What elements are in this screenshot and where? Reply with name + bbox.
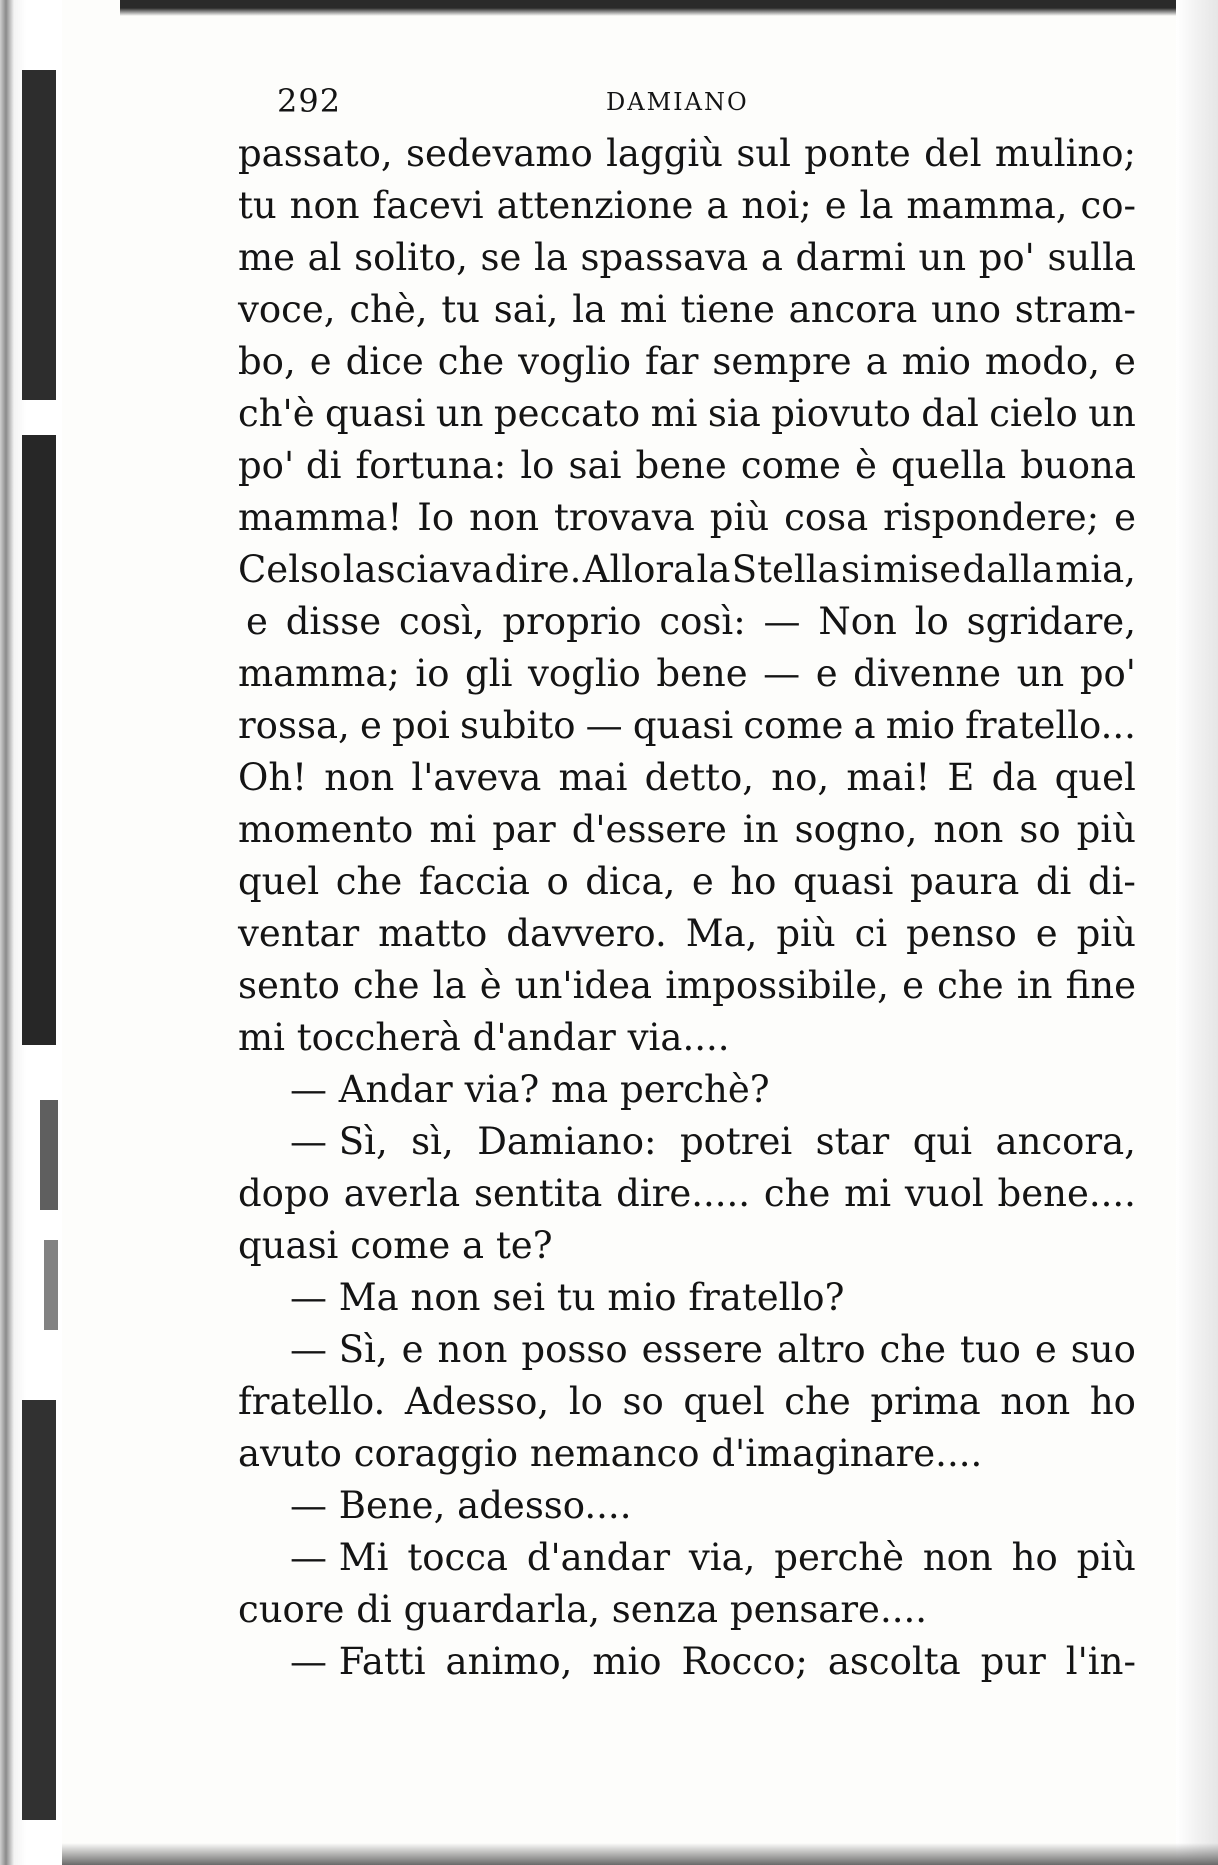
text-word: Io	[417, 496, 455, 539]
text-word: non	[410, 1276, 481, 1319]
text-line	[238, 1012, 1136, 1064]
text-word: e	[401, 1328, 424, 1371]
text-word: star	[815, 1120, 890, 1163]
text-line	[238, 544, 1136, 596]
text-word: non	[933, 808, 1004, 851]
text-word: adesso....	[457, 1484, 632, 1527]
text-word: a	[760, 236, 783, 279]
text-word: mio	[607, 1276, 677, 1319]
text-word: potrei	[679, 1120, 793, 1163]
text-word: — Andar	[290, 1068, 453, 1111]
text-word: sai	[568, 444, 622, 487]
text-word: avuto	[238, 1432, 342, 1475]
text-word: d'andar	[472, 1016, 616, 1059]
text-word: far	[644, 340, 699, 383]
text-word: la	[696, 548, 731, 591]
text-word: tu	[556, 1276, 596, 1319]
text-word: pensare....	[729, 1588, 927, 1631]
text-line	[238, 1116, 1136, 1168]
text-word: mai	[558, 756, 628, 799]
text-word: Celso	[238, 548, 342, 591]
text-word: tu	[441, 288, 481, 331]
text-word: mio	[592, 1640, 662, 1683]
text-word: e	[1113, 340, 1136, 383]
text-word: sento	[238, 964, 340, 1007]
text-word: E	[947, 756, 975, 799]
text-word: sai,	[493, 288, 559, 331]
text-word: mai!	[846, 756, 931, 799]
text-word: un	[1088, 392, 1136, 435]
text-word: quel	[238, 860, 320, 903]
text-word: quel	[1054, 756, 1136, 799]
text-word: l'aveva	[411, 756, 542, 799]
text-word: guardarla,	[403, 1588, 600, 1631]
text-line	[238, 492, 1136, 544]
text-word: —	[763, 652, 801, 695]
text-word: che	[879, 1328, 947, 1371]
text-word: al	[307, 236, 342, 279]
text-line	[238, 1480, 1136, 1532]
text-word: faccia	[418, 860, 530, 903]
text-word: più	[776, 912, 836, 955]
text-word: fortuna:	[355, 444, 507, 487]
text-word: penso	[906, 912, 1017, 955]
text-word: mi	[650, 392, 698, 435]
text-word: lo	[914, 600, 949, 643]
text-word: ho	[730, 860, 777, 903]
text-word: davvero.	[506, 912, 667, 955]
text-word: in	[1016, 964, 1053, 1007]
text-word: me	[238, 236, 295, 279]
text-word: Stella	[731, 548, 840, 591]
text-word: dire.....	[616, 1172, 751, 1215]
text-word: sempre	[712, 340, 852, 383]
text-word: un	[435, 392, 484, 435]
text-word: sentita	[474, 1172, 603, 1215]
text-word: tu	[238, 184, 277, 227]
text-word: quasi	[792, 860, 894, 903]
text-word: sogno,	[794, 808, 918, 851]
text-word: voglio	[518, 340, 631, 383]
text-word: fratello...	[965, 704, 1136, 747]
text-word: — Bene,	[290, 1484, 446, 1527]
text-word: lo	[568, 1380, 603, 1423]
text-word: via?	[464, 1068, 540, 1111]
text-word: perchè?	[620, 1068, 770, 1111]
text-word: a	[462, 1224, 485, 1267]
text-word: modo,	[984, 340, 1100, 383]
page-number: 292	[277, 82, 342, 120]
text-line	[238, 752, 1136, 804]
text-word: — Fatti	[290, 1640, 426, 1683]
text-word: dice	[345, 340, 424, 383]
text-word: fine	[1065, 964, 1136, 1007]
text-word: tiene	[680, 288, 775, 331]
text-word: a	[706, 184, 729, 227]
text-word: del	[924, 132, 982, 175]
text-word: ancora	[788, 288, 918, 331]
text-word: paura	[909, 860, 1020, 903]
text-word: ma	[551, 1068, 609, 1111]
text-word: essere	[641, 1328, 763, 1371]
text-word: spassava	[580, 236, 749, 279]
text-word: non	[289, 184, 360, 227]
text-word: ventar	[238, 912, 360, 955]
text-line	[238, 232, 1136, 284]
binding-mark	[22, 435, 56, 1045]
text-word: sedevamo	[405, 132, 593, 175]
text-word: subito	[459, 704, 576, 747]
text-word: peccato	[493, 392, 641, 435]
text-word: posso	[521, 1328, 628, 1371]
text-word: via,	[688, 1536, 756, 1579]
text-word: che	[335, 860, 403, 903]
text-word: — Sì,	[290, 1120, 388, 1163]
text-word: perchè	[774, 1536, 904, 1579]
text-word: nemanco	[529, 1432, 700, 1475]
text-word: che	[353, 964, 420, 1007]
text-word: —	[585, 704, 623, 747]
text-word: tuo	[959, 1328, 1021, 1371]
text-line	[238, 1636, 1136, 1688]
text-word: a	[865, 340, 888, 383]
text-word: è	[479, 964, 502, 1007]
text-line	[238, 388, 1136, 440]
text-word: ancora,	[995, 1120, 1136, 1163]
text-word: mamma;	[238, 652, 400, 695]
text-word: d'imaginare....	[711, 1432, 983, 1475]
text-word: e	[309, 340, 332, 383]
text-line	[238, 960, 1136, 1012]
text-line	[238, 700, 1136, 752]
text-line	[238, 336, 1136, 388]
text-word: un	[918, 236, 967, 279]
text-word: più	[1076, 1536, 1136, 1579]
text-word: mi	[429, 808, 477, 851]
text-word: Ma,	[685, 912, 758, 955]
text-word: detto,	[644, 756, 755, 799]
text-word: Allora	[582, 548, 696, 591]
text-word: di-	[1087, 860, 1136, 903]
text-word: quella	[891, 444, 1007, 487]
text-word: poi	[392, 704, 450, 747]
text-line	[238, 1324, 1136, 1376]
text-line	[238, 856, 1136, 908]
text-word: bo,	[238, 340, 296, 383]
text-word: voce,	[238, 288, 336, 331]
text-word: gli	[465, 652, 513, 695]
text-word: altro	[776, 1328, 866, 1371]
text-word: che	[437, 340, 505, 383]
text-word: po' di	[238, 444, 342, 487]
text-word: ho	[1011, 1536, 1058, 1579]
text-word: sgridare,	[966, 600, 1136, 643]
text-word: passato,	[238, 132, 393, 175]
text-word: via....	[627, 1016, 730, 1059]
text-word: solito,	[354, 236, 468, 279]
text-word: senza	[611, 1588, 719, 1631]
text-word: più	[1076, 912, 1136, 955]
text-word: Oh!	[238, 756, 308, 799]
text-word: stram-	[1014, 288, 1136, 331]
text-word: quasi	[632, 704, 734, 747]
text-word: è	[855, 444, 877, 487]
text-word: mia,	[1055, 548, 1136, 591]
text-word: piovuto	[771, 392, 911, 435]
text-word: si	[840, 548, 872, 591]
text-word: la	[859, 184, 894, 227]
text-word: Rocco;	[681, 1640, 808, 1683]
text-word: in	[742, 808, 779, 851]
text-word: e	[824, 184, 847, 227]
text-word: cosa	[784, 496, 869, 539]
body-text	[238, 128, 1136, 1688]
text-word: lo	[520, 444, 555, 487]
text-word: bene	[635, 444, 727, 487]
binding-mark	[40, 1100, 58, 1210]
text-word: l'in-	[1065, 1640, 1136, 1683]
text-line	[238, 1220, 1136, 1272]
text-word: bene	[656, 652, 748, 695]
text-word: d'andar	[526, 1536, 671, 1579]
text-word: ho	[1089, 1380, 1136, 1423]
text-word: po'	[1079, 652, 1136, 695]
text-word: che	[763, 1172, 831, 1215]
text-word: cuore	[238, 1588, 345, 1631]
text-word: la	[572, 288, 607, 331]
text-word: più	[1076, 808, 1136, 851]
text-word: mamma,	[906, 184, 1068, 227]
text-word: attenzione	[496, 184, 694, 227]
text-line	[238, 804, 1136, 856]
text-word: Non	[818, 600, 897, 643]
text-word: non	[324, 756, 395, 799]
text-word: a	[853, 704, 876, 747]
text-word: impossibile,	[665, 964, 889, 1007]
text-word: cielo	[989, 392, 1078, 435]
text-word: da	[991, 756, 1038, 799]
text-line	[238, 1584, 1136, 1636]
text-word: e	[815, 652, 838, 695]
text-word: so	[622, 1380, 664, 1423]
text-line	[238, 1064, 1136, 1116]
text-word: un	[1016, 652, 1065, 695]
text-word: non	[922, 1536, 993, 1579]
text-line	[238, 440, 1136, 492]
text-word: — Sì,	[290, 1328, 388, 1371]
text-line	[238, 180, 1136, 232]
text-word: mulino;	[994, 132, 1136, 175]
text-line	[238, 284, 1136, 336]
text-word: non	[1000, 1380, 1071, 1423]
running-head	[0, 82, 1218, 126]
text-word: dica,	[585, 860, 676, 903]
text-word: proprio	[502, 600, 642, 643]
scan-binding-shadow	[0, 0, 62, 1865]
text-word: dal	[921, 392, 979, 435]
text-word: e	[246, 600, 268, 643]
binding-mark	[22, 1400, 56, 1820]
text-word: suo	[1070, 1328, 1136, 1371]
text-word: che	[937, 964, 1004, 1007]
text-word: par	[492, 808, 556, 851]
text-word: dalla	[962, 548, 1054, 591]
binding-mark	[44, 1240, 58, 1330]
text-word: dopo	[238, 1172, 330, 1215]
text-word: e	[1035, 912, 1058, 955]
text-word: fratello?	[688, 1276, 845, 1319]
text-line	[238, 1428, 1136, 1480]
text-word: sei	[492, 1276, 546, 1319]
text-word: no,	[771, 756, 830, 799]
text-word: ponte	[804, 132, 911, 175]
text-word: mi	[238, 1016, 285, 1059]
text-word: mi	[844, 1172, 892, 1215]
text-word: pur	[980, 1640, 1046, 1683]
text-line	[238, 596, 1136, 648]
text-word: Adesso,	[404, 1380, 550, 1423]
text-word: così:	[659, 600, 746, 643]
text-word: come	[350, 1224, 451, 1267]
text-word: e	[1114, 496, 1136, 539]
text-word: un'idea	[514, 964, 653, 1007]
text-word: disse	[285, 600, 382, 643]
text-word: sulla	[1047, 236, 1136, 279]
text-word: —	[763, 600, 801, 643]
text-word: ascolta	[827, 1640, 961, 1683]
text-word: uno	[931, 288, 1001, 331]
text-word: mise	[873, 548, 961, 591]
text-line	[238, 1272, 1136, 1324]
text-word: come	[743, 704, 844, 747]
text-word: darmi	[795, 236, 906, 279]
text-word: che	[784, 1380, 851, 1423]
text-word: te?	[495, 1224, 553, 1267]
text-word: — Ma	[290, 1276, 399, 1319]
text-word: buona	[1020, 444, 1136, 487]
scan-top-edge	[120, 0, 1190, 16]
text-word: come	[740, 444, 841, 487]
text-word: bene....	[997, 1172, 1136, 1215]
text-word: quasi	[238, 1224, 339, 1267]
text-word: e	[1034, 1328, 1057, 1371]
text-word: tocca	[407, 1536, 508, 1579]
scan-bottom-edge	[62, 1843, 1218, 1865]
text-word: so	[1019, 808, 1061, 851]
text-word: divenne	[853, 652, 1002, 695]
text-word: e	[902, 964, 924, 1007]
text-word: o	[546, 860, 569, 903]
text-line	[238, 1532, 1136, 1584]
text-word: mio	[901, 340, 971, 383]
text-word: non	[437, 1328, 508, 1371]
text-word: mamma!	[238, 496, 403, 539]
text-word: dire.	[494, 548, 582, 591]
text-line	[238, 908, 1136, 960]
text-word: di	[356, 1588, 392, 1631]
text-word: mi	[619, 288, 667, 331]
text-word: voglio	[527, 652, 641, 695]
text-word: se	[480, 236, 522, 279]
text-word: sul	[736, 132, 791, 175]
text-word: toccherà	[296, 1016, 461, 1059]
text-word: la	[534, 236, 568, 279]
text-word: quel	[683, 1380, 765, 1423]
text-word: prima	[870, 1380, 981, 1423]
text-word: io	[415, 652, 450, 695]
text-word: più	[709, 496, 770, 539]
text-word: averla	[343, 1172, 461, 1215]
text-word: trovava	[554, 496, 695, 539]
text-word: momento	[238, 808, 414, 851]
text-line	[238, 1168, 1136, 1220]
text-word: Damiano:	[477, 1120, 657, 1163]
text-word: laggiù	[606, 132, 724, 175]
text-word: così,	[398, 600, 485, 643]
text-word: coraggio	[353, 1432, 518, 1475]
text-word: d'essere	[571, 808, 727, 851]
text-word: noi;	[741, 184, 812, 227]
text-word: sia	[707, 392, 761, 435]
text-word: ch'è	[238, 392, 315, 435]
text-word: vuol	[904, 1172, 984, 1215]
text-word: po'	[978, 236, 1035, 279]
text-word: fratello.	[238, 1380, 386, 1423]
running-title: DAMIANO	[606, 88, 749, 116]
text-word: quasi	[325, 392, 426, 435]
text-word: e	[691, 860, 714, 903]
text-word: mio	[885, 704, 955, 747]
text-word: matto	[378, 912, 488, 955]
text-word: la	[432, 964, 467, 1007]
text-line	[238, 648, 1136, 700]
text-word: rossa,	[238, 704, 350, 747]
scan-right-edge	[1176, 0, 1218, 1865]
text-word: — Mi	[290, 1536, 389, 1579]
text-word: e	[359, 704, 382, 747]
text-word: non	[469, 496, 540, 539]
text-word: animo,	[445, 1640, 573, 1683]
text-word: lasciava	[342, 548, 494, 591]
text-word: di	[1035, 860, 1072, 903]
text-word: ci	[854, 912, 888, 955]
text-line	[238, 1376, 1136, 1428]
text-word: chè,	[349, 288, 428, 331]
text-word: sì,	[411, 1120, 454, 1163]
text-word: rispondere;	[883, 496, 1100, 539]
text-word: facevi	[372, 184, 484, 227]
text-word: co-	[1080, 184, 1136, 227]
text-word: qui	[912, 1120, 973, 1163]
text-line	[238, 128, 1136, 180]
